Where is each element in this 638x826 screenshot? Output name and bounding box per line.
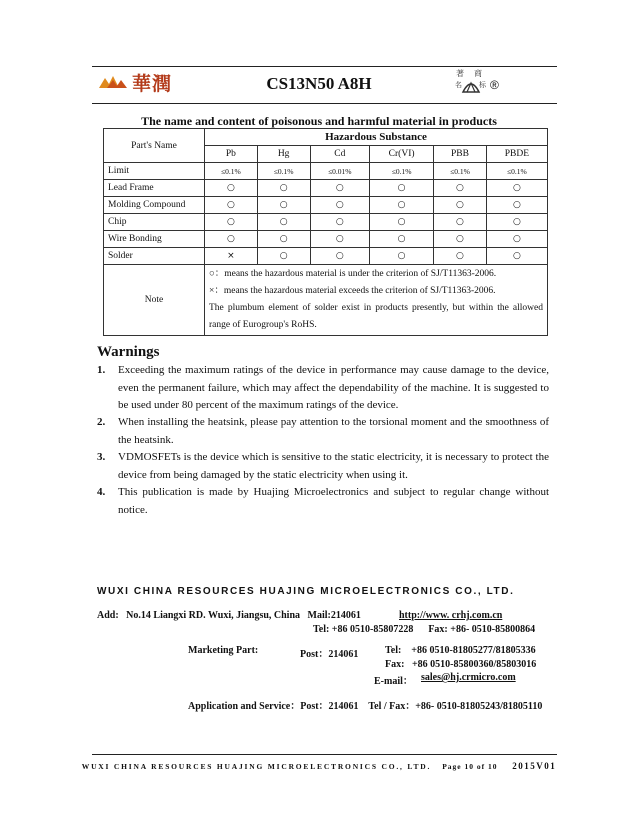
table-cell: ○	[257, 231, 310, 248]
table-row	[104, 248, 548, 265]
table-cell: ○	[310, 197, 370, 214]
warning-text: Exceeding the maximum ratings of the device in performance may cause damage to the device, even the permanent failure, which may affect the dependability of the machine. It is suggested to be used under 80 percent of the maximum ratings of the device.	[118, 364, 549, 411]
warning-number: 1.	[97, 364, 106, 376]
table-cell: ○	[257, 180, 310, 197]
table-cell: ○	[434, 214, 487, 231]
company-address: Add: No.14 Liangxi RD. Wuxi, Jiangsu, China Mail:214061	[97, 610, 361, 621]
group-header: Hazardous Substance	[205, 129, 548, 146]
part-name: Lead Frame	[104, 180, 205, 197]
marketing-label: Marketing Part:	[188, 645, 259, 656]
substance-header: Pb	[205, 146, 258, 163]
table-cell: ○	[205, 197, 258, 214]
warning-item	[97, 414, 549, 449]
part-name: Molding Compound	[104, 197, 205, 214]
note-line: ×：means the hazardous material exceeds the criterion of SJ/T11363-2006.	[209, 286, 496, 296]
footer-company: WUXI CHINA RESOURCES HUAJING MICROELECTRONICS CO., LTD.	[81, 762, 432, 771]
table-cell: ○	[310, 214, 370, 231]
note-text	[205, 265, 548, 336]
warnings-heading: Warnings	[97, 344, 160, 360]
marketing-email-label: E-mail：	[374, 676, 413, 687]
warning-text: This publication is made by Huajing Microelectronics and subject to regular change without notice.	[118, 486, 549, 516]
page-title: CS13N50 A8H	[266, 74, 372, 93]
part-name: Chip	[104, 214, 205, 231]
svg-text:著: 著	[456, 69, 464, 78]
svg-text:商: 商	[474, 69, 482, 78]
part-name: Wire Bonding	[104, 231, 205, 248]
table-cell: ○	[434, 180, 487, 197]
table-cell: ○	[434, 231, 487, 248]
table-cell: ○	[486, 248, 547, 265]
parts-header: Part's Name	[104, 129, 205, 163]
table-cell: ○	[370, 231, 434, 248]
limit-label: Limit	[104, 163, 205, 180]
substance-header: PBB	[434, 146, 487, 163]
table-cell: ○	[486, 180, 547, 197]
table-cell: ○	[310, 231, 370, 248]
part-name: Solder	[104, 248, 205, 265]
table-cell: ○	[486, 231, 547, 248]
table-title: The name and content of poisonous and harmful material in products	[141, 114, 497, 128]
table-cell: ○	[257, 214, 310, 231]
table-cell: ○	[486, 197, 547, 214]
substance-header: Cd	[310, 146, 370, 163]
warning-number: 2.	[97, 416, 106, 428]
limit-value: ≤0.1%	[205, 163, 258, 180]
marketing-tel: Tel: +86 0510-81805277/81805336	[385, 645, 536, 656]
document-version: 2015V01	[512, 761, 557, 771]
warning-number: 4.	[97, 486, 106, 498]
table-cell: ○	[310, 180, 370, 197]
substance-header: PBDE	[486, 146, 547, 163]
note-label: Note	[104, 265, 205, 336]
warning-text: When installing the heatsink, please pay attention to the torsional moment and the smoothness of the heatsink.	[118, 416, 549, 446]
warning-number: 3.	[97, 451, 106, 463]
registered-mark: ®	[490, 78, 499, 92]
page-footer	[0, 761, 638, 771]
substance-header: Cr(VI)	[370, 146, 434, 163]
table-row	[104, 180, 548, 197]
table-cell: ○	[205, 214, 258, 231]
marketing-fax: Fax: +86 0510-85800360/85803016	[385, 659, 537, 670]
table-cell: ○	[257, 248, 310, 265]
warning-item	[97, 449, 549, 484]
warning-text: VDMOSFETs is the device which is sensitive to the static electricity, it is necessary to protect the device from being damaged by the static electricity when using it.	[118, 451, 549, 481]
footer-rule	[92, 754, 557, 755]
table-cell: ○	[205, 180, 258, 197]
certification-mark-icon	[454, 66, 488, 96]
limit-value: ≤0.1%	[257, 163, 310, 180]
warning-item	[97, 484, 549, 519]
table-cell: ○	[370, 197, 434, 214]
logo-text: 華潤	[132, 74, 173, 95]
limit-value: ≤0.1%	[434, 163, 487, 180]
table-cell: ○	[257, 197, 310, 214]
company-tel-fax: Tel: +86 0510-85807228 Fax: +86- 0510-85800864	[313, 624, 536, 635]
table-row	[104, 231, 548, 248]
limit-value: ≤0.1%	[486, 163, 547, 180]
header-bottom-rule	[92, 103, 557, 104]
note-line: ○：means the hazardous material is under the criterion of SJ/T11363-2006.	[209, 269, 497, 279]
svg-text:标: 标	[479, 81, 486, 89]
company-name: WUXI CHINA RESOURCES HUAJING MICROELECTRONICS CO., LTD.	[97, 586, 515, 597]
table-cell: ○	[434, 248, 487, 265]
limit-value: ≤0.01%	[310, 163, 370, 180]
table-cell: ○	[370, 248, 434, 265]
limit-value: ≤0.1%	[370, 163, 434, 180]
table-cell: ×	[205, 248, 258, 265]
hazardous-substance-table	[103, 128, 548, 336]
table-cell: ○	[205, 231, 258, 248]
substance-header: Hg	[257, 146, 310, 163]
note-line: The plumbum element of solder exist in products presently, but within the allowed range of Eurogroup's RoHS.	[209, 303, 543, 330]
warning-item	[97, 362, 549, 415]
page-number: Page 10 of 10	[442, 762, 498, 771]
table-row	[104, 214, 548, 231]
marketing-post: Post：214061	[300, 649, 359, 660]
table-cell: ○	[486, 214, 547, 231]
table-cell: ○	[370, 180, 434, 197]
service-contact: Application and Service：Post：214061 Tel / Fax：+86- 0510-81805243/81805110	[188, 701, 543, 712]
table-cell: ○	[310, 248, 370, 265]
company-website-link[interactable]: http://www. crhj.com.cn	[399, 610, 503, 621]
marketing-email-link[interactable]: sales@hj.crmicro.com	[421, 672, 516, 683]
table-cell: ○	[370, 214, 434, 231]
svg-text:名: 名	[455, 81, 462, 89]
table-row	[104, 197, 548, 214]
table-cell: ○	[434, 197, 487, 214]
